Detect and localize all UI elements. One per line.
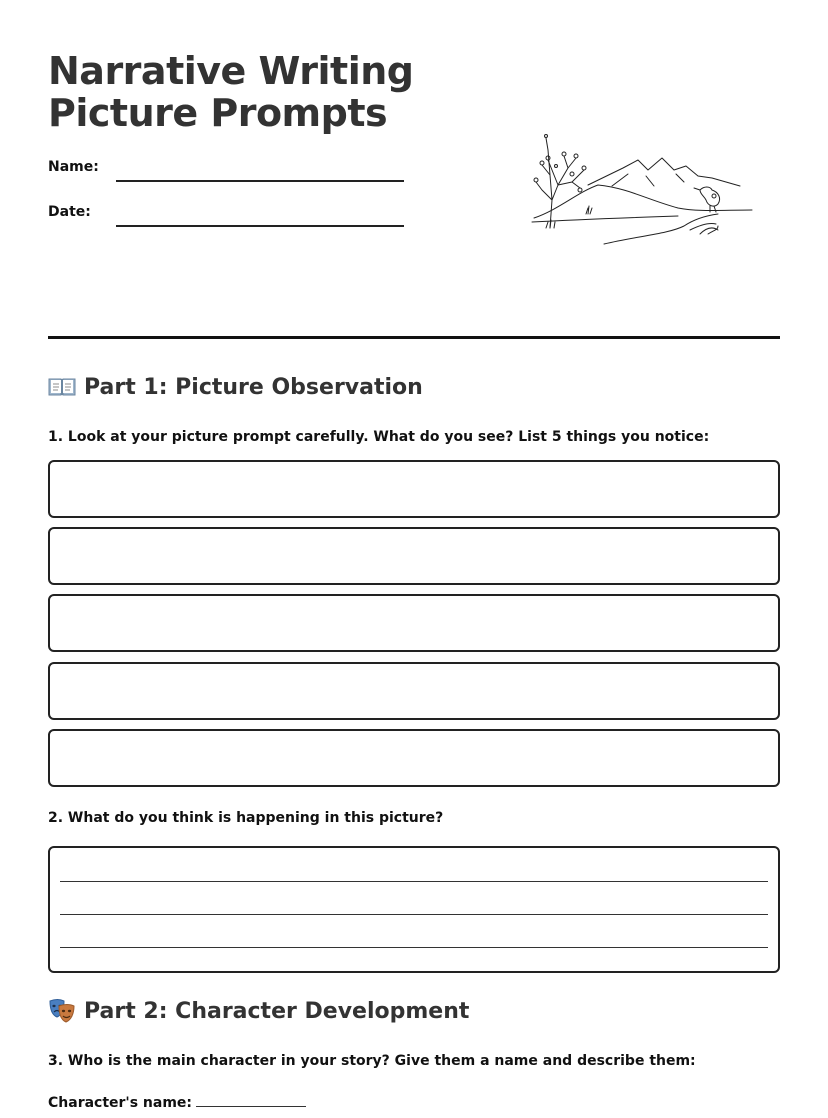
name-label: Name:: [48, 159, 99, 175]
title-line-2: Picture Prompts: [48, 91, 388, 135]
section-divider: [48, 336, 780, 339]
part2-heading: [48, 998, 469, 1024]
happening-answer-box[interactable]: [48, 846, 780, 973]
theater-masks-icon: [48, 998, 76, 1024]
observation-answer-box-1[interactable]: [48, 460, 780, 518]
question-1: 1. Look at your picture prompt carefully. What do you see? List 5 things you notice:: [48, 429, 710, 445]
part1-heading: [48, 374, 423, 400]
landscape-sketch-icon: [528, 130, 756, 252]
question-2: 2. What do you think is happening in this picture?: [48, 810, 444, 826]
character-name-field[interactable]: [196, 1093, 306, 1107]
date-field[interactable]: [116, 225, 404, 227]
page-title: [48, 50, 414, 134]
writing-line-2[interactable]: [60, 914, 768, 915]
observation-answer-box-2[interactable]: [48, 527, 780, 585]
observation-answer-box-5[interactable]: [48, 729, 780, 787]
title-line-1: Narrative Writing: [48, 49, 414, 93]
observation-answer-box-3[interactable]: [48, 594, 780, 652]
name-field[interactable]: [116, 180, 404, 182]
part1-heading-text: Part 1: Picture Observation: [84, 374, 423, 400]
character-name-label: Character's name:: [48, 1095, 193, 1111]
character-name-row: [48, 1093, 306, 1111]
observation-answer-box-4[interactable]: [48, 662, 780, 720]
open-book-icon: [48, 374, 76, 400]
question-3: 3. Who is the main character in your story? Give them a name and describe them:: [48, 1053, 696, 1069]
date-label: Date:: [48, 204, 91, 220]
writing-line-1[interactable]: [60, 881, 768, 882]
writing-line-3[interactable]: [60, 947, 768, 948]
part2-heading-text: Part 2: Character Development: [84, 998, 470, 1024]
